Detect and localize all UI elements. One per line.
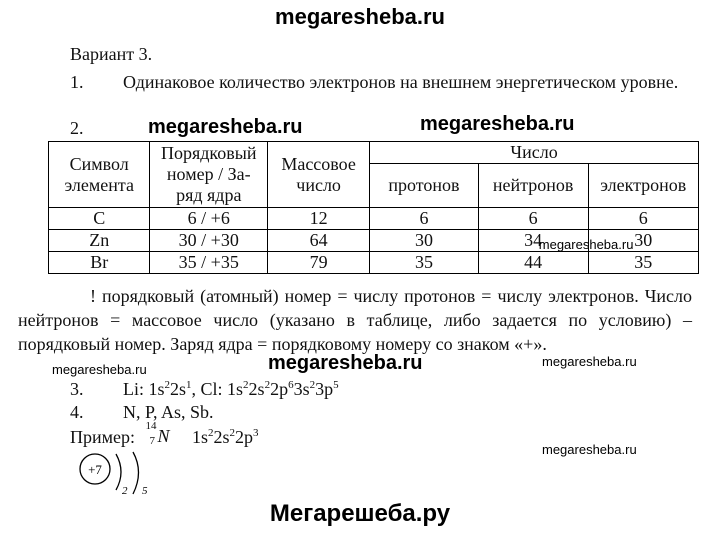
q3-sup: 1 [186, 379, 192, 391]
cell-neutrons [478, 230, 634, 252]
header-electrons: электронов [588, 164, 698, 208]
note-paragraph: ! порядковый (атомный) номер = числу протонов = числу электронов. Число нейтронов = массовое число (указано в таблице, либо задается по условию) – порядковый номер. Заряд ядра = порядковому номеру со знаком «+». [18, 286, 692, 354]
cell-mass: 79 [268, 252, 370, 274]
example-line [70, 420, 259, 448]
q3-sup: 2 [164, 379, 171, 391]
q3-sup: 2 [309, 379, 316, 391]
header-ordinal-line1: Порядковый [161, 143, 257, 163]
isotope-atomic-number: 7 [149, 435, 156, 447]
cell-symbol: Zn [49, 230, 150, 252]
config-sup: 2 [208, 427, 214, 439]
header-ordinal-line3: ряд ядра [176, 185, 242, 205]
watermark-mid-left: megaresheba.ru [148, 116, 303, 138]
cell-ordinal: 30 / +30 [150, 230, 268, 252]
cell-protons: 30 [370, 230, 479, 252]
cell-neutrons: 6 [478, 208, 588, 230]
header-neutrons: нейтронов [478, 164, 588, 208]
isotope-symbol: N [157, 426, 170, 446]
q3-sup: 2 [243, 379, 249, 391]
watermark-center: megaresheba.ru [268, 352, 423, 374]
cell-ordinal: 6 / +6 [150, 208, 268, 230]
variant-title: Вариант 3. [70, 44, 153, 64]
config-text: 2s [213, 427, 230, 447]
q3-sup: 6 [288, 379, 294, 391]
q3-li: Li: 1s [123, 379, 165, 399]
cell-protons: 6 [370, 208, 479, 230]
q3-cl: , Cl: 1s [191, 379, 244, 399]
header-symbol-line2: элемента [64, 174, 134, 195]
header-mass-line1: Массовое [281, 153, 356, 174]
watermark-bottom: Мегарешеба.ру [269, 500, 451, 527]
header-symbol [49, 142, 150, 208]
shell-1-electrons: 2 [122, 485, 128, 497]
cell-neutrons-value: 34 [524, 230, 543, 250]
question-1-text: Одинаковое количество электронов на внешнем энергетическом уровне. [123, 72, 679, 92]
cell-mass: 64 [268, 230, 370, 252]
question-4-text: N, P, As, Sb. [123, 402, 214, 422]
isotope-notation [144, 420, 172, 447]
table-row [49, 230, 699, 252]
shell-arc-1 [116, 454, 121, 490]
question-1 [70, 70, 692, 94]
isotope-mass-number: 14 [145, 420, 157, 432]
header-symbol-line1: Символ [69, 153, 129, 174]
config-sup: 3 [253, 427, 259, 439]
cell-electrons: 6 [588, 208, 698, 230]
header-count: Число [370, 142, 699, 164]
q3-sup: 2 [264, 379, 271, 391]
question-4 [70, 402, 214, 423]
question-2-number: 2. [70, 118, 84, 138]
example-label: Пример: [70, 427, 136, 447]
config-text: 1s [192, 427, 209, 447]
nucleus-charge: +7 [88, 462, 102, 477]
header-ordinal-line2: номер / За- [166, 164, 251, 184]
config-text: 2p [235, 427, 254, 447]
question-3 [70, 379, 339, 400]
cell-ordinal: 35 / +35 [150, 252, 268, 274]
cell-electrons: 35 [588, 252, 698, 274]
q3-sup: 5 [333, 379, 339, 391]
q3-text: 3p [315, 379, 334, 399]
cell-protons: 35 [370, 252, 479, 274]
cell-neutrons: 44 [478, 252, 588, 274]
cell-symbol: Br [49, 252, 150, 274]
watermark-mid-right: megaresheba.ru [420, 113, 575, 135]
q3-text: 3s [293, 379, 310, 399]
table-row [49, 208, 699, 230]
header-ordinal [150, 142, 268, 208]
question-3-number: 3. [70, 379, 84, 399]
atom-diagram [76, 450, 166, 500]
watermark-top: megaresheba.ru [275, 4, 445, 29]
example-config [192, 427, 259, 447]
cell-mass: 12 [268, 208, 370, 230]
header-mass [268, 142, 370, 208]
watermark-lower-right: megaresheba.ru [542, 442, 637, 457]
q3-text: 2s [170, 379, 187, 399]
watermark-in-table: megaresheba.ru [538, 237, 634, 252]
shell-arc-2 [133, 452, 139, 494]
question-1-number: 1. [70, 72, 84, 92]
cell-symbol: C [49, 208, 150, 230]
config-sup: 2 [229, 427, 236, 439]
shell-2-electrons: 5 [142, 485, 148, 497]
header-protons: протонов [370, 164, 479, 208]
elements-table [48, 141, 699, 274]
cell-electrons: 30 [588, 230, 698, 252]
q3-text: 2s [248, 379, 265, 399]
header-mass-line2: число [296, 174, 341, 195]
watermark-after-para: megaresheba.ru [52, 362, 147, 377]
watermark-right: megaresheba.ru [542, 354, 637, 369]
question-4-number: 4. [70, 402, 84, 422]
q3-text: 2p [270, 379, 289, 399]
